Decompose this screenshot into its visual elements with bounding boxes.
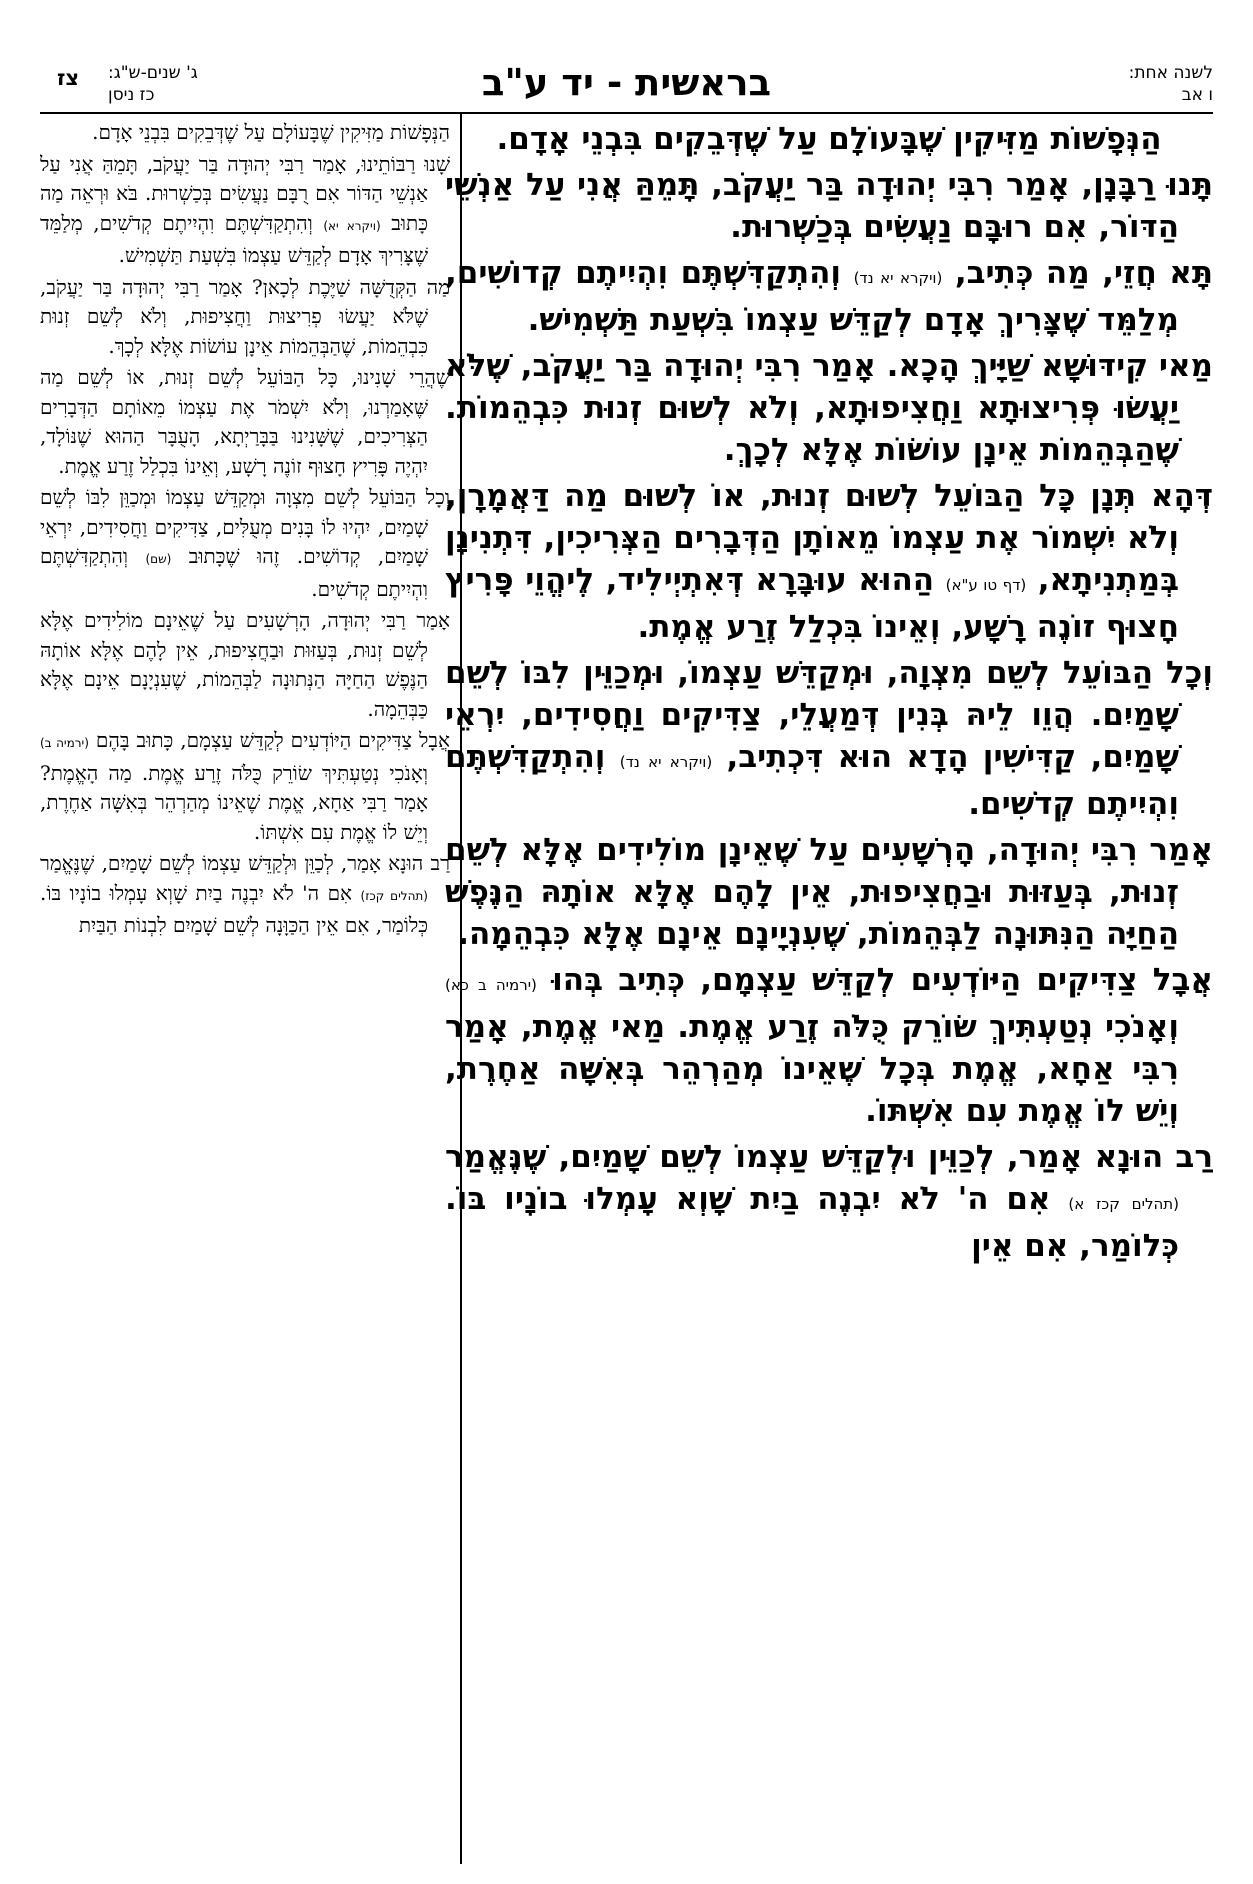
page-number: צז: [56, 66, 80, 90]
side-text: וְהִתְקַדִּשְׁתֶּם וִהְיִיתֶם קְדֹשִׁים, מְלַמֵּד שֶׁצָּרִיךְ אָדָם לְקַדֵּשׁ עַצְמוֹ בִּשְׁעַת תַּשְׁמִישׁ.: [40, 210, 428, 267]
main-text: וְכָל הַבּוֹעֵל לְשֵׁם מִצְוָה, וּמְקַדֵּשׁ עַצְמוֹ, וּמְכַוֵּין לִבּוֹ לְשֵׁם שָׁמַיִם. הֲוֵו לֵיהּ בְּנִין דְּמַעֲלֵי, צַדִּיקִים וַחֲסִידִים, יִרְאֵי שָׁמַיִם, קַדִּישִׁין הָדָא הוּא דִּכְתִיב,: [445, 655, 1213, 775]
verse-reference: (ויקרא יא נד): [619, 753, 713, 771]
main-text: תָּא חֲזֵי, מַה כְּתִיב,: [954, 255, 1213, 291]
verse-reference: (ירמיה ב): [40, 736, 89, 750]
side-paragraph: [40, 849, 450, 941]
verse-reference: (תהלים קכז): [360, 888, 428, 903]
page-reference: (דף טו ע"א): [945, 576, 1027, 594]
header-divider: [40, 112, 1213, 114]
main-text-column: [445, 118, 1213, 1271]
page-title: בראשית - יד ע"ב: [481, 61, 772, 104]
main-text: אֲבָל צַדִּיקִים הַיּוֹדְעִים לְקַדֵּשׁ עַצְמָם, כְּתִיב בְּהוּ: [552, 962, 1213, 998]
side-paragraph: הַנְּפָשׁוֹת מַזִּיקִין שֶׁבָּעוֹלָם עַל שֶׁדְּבֵקִים בִּבְנֵי אָדָם.: [92, 120, 450, 144]
side-paragraph: מַה הַקְּדֻשָּׁה שַׁיֶּכֶת לְכָאן? אָמַר רַבִּי יְהוּדָה בַּר יַעֲקֹב, שֶׁלֹּא יַעֲשׂוּ פְרִיצוּת וַחֲצִיפוּת, וְלֹא לְשֵׁם זְנוּת כִּבְהֵמוֹת, שֶׁהַבְּהֵמוֹת אֵינָן עוֹשׂוֹת אֶלָּא לְכָךְ.: [40, 274, 450, 358]
side-paragraph: [40, 483, 450, 604]
side-text: רַב הוּנָא אָמַר, לְכַוֵּן וּלְקַדֵּשׁ עַצְמוֹ לְשֵׁם שָׁמַיִם, שֶׁנֶּאֱמַר: [40, 851, 450, 875]
main-text: וְאָנֹכִי נְטַעְתִּיךְ שׂוֹרֵק כֻּלֹּה זֶרַע אֱמֶת. מַאי אֱמֶת, אָמַר רִבִּי אַחָא, אֱמֶת בְּכָל שֶׁאֵינוֹ מְהַרְהֵר בְּאִשָּׁה אַחֶרֶת, וְיֵשׁ לוֹ אֱמֶת עִם אִשְׁתּוֹ.: [445, 1009, 1179, 1129]
main-paragraph: [445, 1136, 1213, 1267]
main-text: הַהוּא עוּבָּרָא דְּאִתְיְילִיד, לֶיהֱוֵי פָּרִיץ חָצוּף זוֹנֶה רָשָׁע, וְאֵינוֹ בִּכְלַל זֶרַע אֱמֶת.: [445, 562, 1179, 645]
translation-column: [40, 118, 450, 943]
main-text: אִם ה' לֹא יִבְנֶה בַיִת שָׁוְא עָמְלוּ בוֹנָיו בּוֹ. כְּלוֹמַר, אִם אֵין: [445, 1181, 1179, 1264]
schedule-date: ו אב: [1181, 85, 1213, 105]
main-paragraph: אָמַר רִבִּי יְהוּדָה, הָרְשָׁעִים עַל שֶׁאֵינָן מוֹלִידִים אֶלָּא לְשֵׁם זְנוּת, בְּעַזּוּת וּבַחֲצִיפוּת, אֵין לָהֶם אֶלָּא אוֹתָהּ הַנֶּפֶשׁ הַחַיָּה הַנִּתּוּנָה לַבְּהֵמוֹת, שֶׁעִנְיָינָם אֵינָם אֶלָּא כִּבְהֵמָה.: [445, 832, 1213, 952]
side-text: אִם ה' לֹא יִבְנֶה בַיִת שָׁוְא עָמְלוּ בוֹנָיו בּוֹ. כְּלוֹמַר, אִם אֵין הַכַּוָּנָה לְשֵׁם שָׁמַיִם לִבְנוֹת הַבַּיִת: [40, 880, 428, 937]
main-paragraph: [445, 475, 1213, 648]
schedule-date-3y: כז ניסן: [108, 85, 155, 105]
side-text: וְאָנֹכִי נְטַעְתִּיךְ שׂוֹרֵק כֻּלֹּה זֶרַע אֱמֶת. מַה הָאֱמֶת? אָמַר רַבִּי אַחָא, אֱמֶת שֶׁאֵינוֹ מְהַרְהֵר בְּאִשָּׁה אַחֶרֶת, וְיֵשׁ לוֹ אֱמֶת עִם אִשְׁתּוֹ.: [40, 760, 428, 844]
main-paragraph: [445, 959, 1213, 1132]
main-paragraph: תָּנוּ רַבָּנָן, אָמַר רִבִּי יְהוּדָה בַּר יַעֲקֹב, תָּמֵהַּ אֲנִי עַל אַנְשֵׁי הַדּוֹר, אִם רוּבָּם נַעֲשִׂים בְּכַשְׁרוּת.: [445, 167, 1213, 245]
section-heading: הַנְּפָשׁוֹת מַזִּיקִין שֶׁבָּעוֹלָם עַל שֶׁדְּבֵקִים בִּבְנֵי אָדָם.: [496, 121, 1162, 157]
side-text: שָׁנוּ רַבּוֹתֵינוּ, אָמַר רַבִּי יְהוּדָה בַּר יַעֲקֹב, תָּמֵהַּ אֲנִי עַל אַנְשֵׁי הַדּוֹר אִם רֻבָּם נַעֲשִׂים בְּכַשְׁרוּת. בֹּא וּרְאֵה מַה כָּתוּב: [40, 151, 450, 235]
side-text: אֲבָל צַדִּיקִים הַיּוֹדְעִים לְקַדֵּשׁ עַצְמָם, כָּתוּב בָּהֶם: [95, 728, 450, 752]
side-paragraph: שֶׁהֲרֵי שָׁנִינוּ, כָּל הַבּוֹעֵל לְשֵׁם זְנוּת, אוֹ לְשֵׁם מַה שֶּׁאָמַרְנוּ, וְלֹא יִשְׁמֹר אֶת עַצְמוֹ מֵאוֹתָם הַדְּבָרִים הַצְּרִיכִים, שֶׁשָּׁנִינוּ בַּבָּרַיְתָא, הָעֻבָּר הַהוּא שֶׁנּוֹלָד, יִהְיֶה פָּרִיץ חָצוּף זוֹנֶה רָשָׁע, וְאֵינוֹ בִּכְלַל זֶרַע אֱמֶת.: [40, 365, 450, 478]
side-paragraph: [40, 726, 450, 847]
verse-reference: (ירמיה ב כא): [445, 976, 537, 994]
verse-reference: (ויקרא יא נד): [853, 269, 943, 287]
side-text: וְכָל הַבּוֹעֵל לְשֵׁם מִצְוָה וּמְקַדֵּשׁ עַצְמוֹ וּמְכַוֵּן לִבּוֹ לְשֵׁם שָׁמַיִם, יִהְיוּ לוֹ בָּנִים מְעֻלִּים, צַדִּיקִים וַחֲסִידִים, יִרְאֵי שָׁמַיִם, קְדוֹשִׁים. זֶהוּ שֶׁכָּתוּב: [40, 485, 450, 568]
main-text: רַב הוּנָא אָמַר, לְכַוֵּין וּלְקַדֵּשׁ עַצְמוֹ לְשֵׁם שָׁמַיִם, שֶׁנֶּאֱמַר: [445, 1139, 1213, 1175]
verse-reference: (ויקרא יא): [323, 218, 381, 233]
side-paragraph: אָמַר רַבִּי יְהוּדָה, הָרְשָׁעִים עַל שֶׁאֵינָם מוֹלִידִים אֶלָּא לְשֵׁם זְנוּת, בְּעַזּוּת וּבַחֲצִיפוּת, אֵין לָהֶם אֶלָּא אוֹתָהּ הַנֶּפֶשׁ הַחַיָּה הַנְּתוּנָה לַבְּהֵמוֹת, שֶׁעִנְיָנָם אֵינָם אֶלָּא כַּבְּהֵמָה.: [40, 608, 450, 721]
schedule-label: לשנה אחת:: [1128, 63, 1213, 83]
side-text: וְהִתְקַדִּשְׁתֶּם וִהְיִיתֶם קְדֹשִׁים.: [40, 544, 428, 601]
verse-reference: (שם): [145, 552, 172, 566]
side-paragraph: [40, 150, 450, 271]
main-paragraph: [445, 252, 1213, 341]
verse-reference: (תהלים קכז א): [1068, 1195, 1180, 1213]
main-paragraph: [445, 652, 1213, 825]
main-text: וְהִתְקַדִּשְׁתֶּם וִהְיִיתֶם קְדוֹשִׁים, מְלַמֵּד שֶׁצָּרִיךְ אָדָם לְקַדֵּשׁ עַצְמוֹ בִּשְׁעַת תַּשְׁמִישׁ.: [445, 255, 1179, 338]
main-text: וְהִתְקַדִּשְׁתֶּם וִהְיִיתֶם קְדֹשִׁים.: [445, 739, 1179, 822]
main-text: דְּהָא תְּנָן כָּל הַבּוֹעֵל לְשׁוּם זְנוּת, אוֹ לְשׁוּם מַה דַּאֲמָרָן, וְלֹא יִשְׁמוֹר אֶת עַצְמוֹ מֵאוֹתָן הַדְּבָרִים הַצְּרִיכִין, דִּתְנִינָן בְּמַתְנִיתָא,: [445, 478, 1213, 598]
main-paragraph: מַאי קִידּוּשָׁא שַׁיָּיךְ הָכָא. אָמַר רִבִּי יְהוּדָה בַּר יַעֲקֹב, שֶׁלֹּא יַעֲשׂוּ פְּרִיצוּתָא וַחֲצִיפוּתָא, וְלֹא לְשׁוּם זְנוּת כִּבְהֵמוֹת. שֶׁהַבְּהֵמוֹת אֵינָן עוֹשׂוֹת אֶלָּא לְכָךְ.: [445, 348, 1213, 468]
schedule-label-3y: ג' שנים-ש"ג:: [108, 63, 198, 83]
page-header: [40, 60, 1213, 112]
